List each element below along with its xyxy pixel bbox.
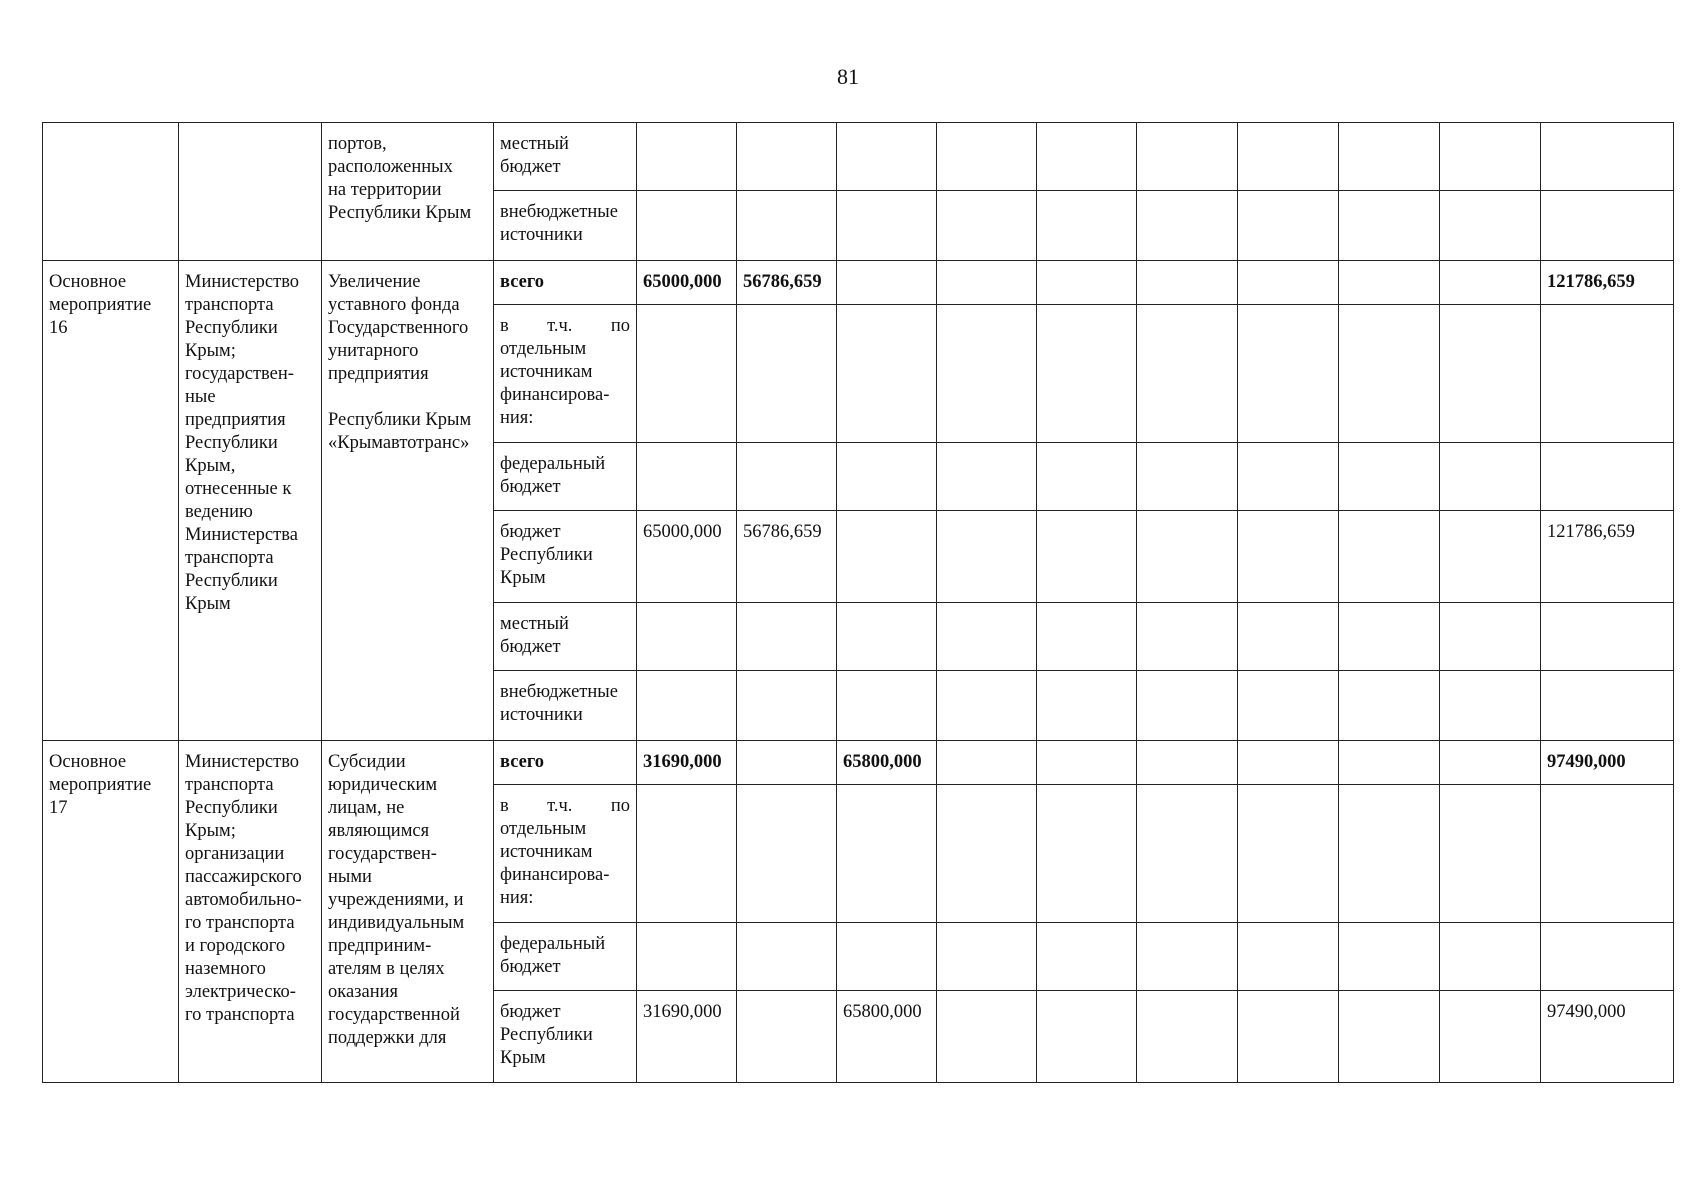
- value-cell: [1037, 261, 1137, 305]
- table-row: [43, 123, 1674, 191]
- value-cell: [1238, 741, 1339, 785]
- source-cell: местный бюджет: [494, 603, 637, 671]
- value-cell: [1238, 305, 1339, 443]
- value-cell: [1339, 991, 1440, 1083]
- value-cell: 65800,000: [837, 741, 937, 785]
- value-cell: [1238, 511, 1339, 603]
- executor-line: Крым: [185, 594, 231, 614]
- value-cell: [637, 191, 737, 261]
- value-cell: [1541, 443, 1674, 511]
- source-cell: всего: [494, 741, 637, 785]
- value-cell: 31690,000: [637, 741, 737, 785]
- executor-line: транспорта: [185, 295, 274, 315]
- executor-line: Министерства: [185, 525, 298, 545]
- source-cell: в т.ч. по отдельным источникам финансирова-ния:: [494, 785, 637, 923]
- source-cell: внебюджетные источники: [494, 191, 637, 261]
- value-cell: [737, 123, 837, 191]
- measure-line: учреждениями, и: [328, 890, 464, 910]
- value-cell: [737, 785, 837, 923]
- value-cell: [1541, 671, 1674, 741]
- value-cell: [1440, 785, 1541, 923]
- value-cell: [1238, 671, 1339, 741]
- executor-line: го транспорта: [185, 1005, 295, 1025]
- executor-line: Министерство: [185, 752, 300, 772]
- value-cell: [1137, 261, 1238, 305]
- event-name-cell: [43, 123, 179, 261]
- measure-line: Субсидии: [328, 752, 406, 772]
- value-cell: [637, 923, 737, 991]
- measure-line: унитарного: [328, 341, 419, 361]
- value-cell: [1137, 443, 1238, 511]
- value-cell: [1238, 785, 1339, 923]
- value-cell: [1339, 741, 1440, 785]
- value-cell: [1339, 671, 1440, 741]
- value-cell: [737, 603, 837, 671]
- executor-line: наземного: [185, 959, 266, 979]
- value-cell: 65800,000: [837, 991, 937, 1083]
- value-cell: [937, 991, 1037, 1083]
- value-cell: [1339, 511, 1440, 603]
- value-cell: [1339, 785, 1440, 923]
- measure-line: предприним-: [328, 936, 432, 956]
- executor-line: Крым,: [185, 456, 236, 476]
- value-cell: [937, 191, 1037, 261]
- value-cell: 97490,000: [1541, 741, 1674, 785]
- source-cell: федеральный бюджет: [494, 443, 637, 511]
- measure-cell: [322, 261, 494, 741]
- value-cell: [1440, 443, 1541, 511]
- value-cell: [1339, 123, 1440, 191]
- executor-cell: [179, 123, 322, 261]
- value-cell: [1238, 991, 1339, 1083]
- value-cell: [1541, 603, 1674, 671]
- value-cell: [1037, 923, 1137, 991]
- value-cell: [1541, 191, 1674, 261]
- value-cell: [1238, 261, 1339, 305]
- source-cell: внебюджетные источники: [494, 671, 637, 741]
- value-cell: [1238, 191, 1339, 261]
- value-cell: [837, 785, 937, 923]
- value-cell: [737, 671, 837, 741]
- executor-line: го транспорта: [185, 913, 295, 933]
- executor-line: ные: [185, 387, 216, 407]
- value-cell: [937, 603, 1037, 671]
- executor-cell: [179, 261, 322, 741]
- value-cell: [937, 305, 1037, 443]
- value-cell: [937, 671, 1037, 741]
- value-cell: [1037, 785, 1137, 923]
- value-cell: [1238, 923, 1339, 991]
- executor-line: Крым;: [185, 821, 236, 841]
- value-cell: [737, 305, 837, 443]
- value-cell: [1037, 671, 1137, 741]
- value-cell: [737, 991, 837, 1083]
- measure-line: расположенных: [328, 157, 453, 177]
- executor-line: транспорта: [185, 548, 274, 568]
- value-cell: [1440, 261, 1541, 305]
- value-cell: [837, 923, 937, 991]
- measure-line: Государственного: [328, 318, 469, 338]
- value-cell: [1541, 305, 1674, 443]
- value-cell: [1440, 991, 1541, 1083]
- executor-line: предприятия: [185, 410, 286, 430]
- value-cell: [1440, 511, 1541, 603]
- measure-line: уставного фонда: [328, 295, 460, 315]
- value-cell: [837, 443, 937, 511]
- measure-line: индивидуальным: [328, 913, 465, 933]
- executor-cell: [179, 741, 322, 1083]
- measure-line: являющимся: [328, 821, 430, 841]
- value-cell: [637, 123, 737, 191]
- value-cell: [1541, 123, 1674, 191]
- value-cell: [1037, 305, 1137, 443]
- executor-line: государствен-: [185, 364, 294, 384]
- value-cell: [1137, 603, 1238, 671]
- value-cell: [937, 511, 1037, 603]
- value-cell: [937, 123, 1037, 191]
- value-cell: [1137, 991, 1238, 1083]
- executor-line: транспорта: [185, 775, 274, 795]
- value-cell: [737, 191, 837, 261]
- value-cell: [837, 305, 937, 443]
- value-cell: [1440, 741, 1541, 785]
- measure-line: государствен-: [328, 844, 437, 864]
- measure-line: Республики Крым: [328, 410, 472, 430]
- executor-line: Министерство: [185, 272, 300, 292]
- event-name-cell: Основное мероприятие 16: [43, 261, 179, 741]
- value-cell: [1440, 671, 1541, 741]
- value-cell: [837, 261, 937, 305]
- measure-line: ными: [328, 867, 372, 887]
- value-cell: [1137, 741, 1238, 785]
- value-cell: [1339, 923, 1440, 991]
- executor-line: автомобильно-: [185, 890, 302, 910]
- value-cell: [837, 511, 937, 603]
- value-cell: [1137, 785, 1238, 923]
- value-cell: [1339, 261, 1440, 305]
- value-cell: [637, 443, 737, 511]
- value-cell: [1037, 443, 1137, 511]
- value-cell: [1037, 741, 1137, 785]
- value-cell: [1440, 603, 1541, 671]
- value-cell: [1339, 191, 1440, 261]
- value-cell: 65000,000: [637, 511, 737, 603]
- value-cell: [737, 923, 837, 991]
- value-cell: [937, 261, 1037, 305]
- measure-line: портов,: [328, 134, 387, 154]
- source-cell: местный бюджет: [494, 123, 637, 191]
- executor-line: Республики: [185, 318, 278, 338]
- value-cell: 121786,659: [1541, 261, 1674, 305]
- value-cell: [1137, 511, 1238, 603]
- measure-line: на территории: [328, 180, 442, 200]
- measure-line: ателям в целях: [328, 959, 445, 979]
- measure-cell: [322, 741, 494, 1083]
- measure-line: оказания: [328, 982, 398, 1002]
- value-cell: [1037, 123, 1137, 191]
- executor-line: отнесенные к: [185, 479, 292, 499]
- executor-line: Республики: [185, 571, 278, 591]
- value-cell: [1440, 123, 1541, 191]
- executor-line: и городского: [185, 936, 286, 956]
- table-row: [43, 261, 1674, 305]
- value-cell: [837, 123, 937, 191]
- value-cell: [1037, 991, 1137, 1083]
- value-cell: 56786,659: [737, 511, 837, 603]
- value-cell: [1541, 785, 1674, 923]
- measure-line: Республики Крым: [328, 203, 472, 223]
- value-cell: [937, 443, 1037, 511]
- measure-line: «Крымавтотранс»: [328, 433, 470, 453]
- value-cell: [937, 785, 1037, 923]
- measure-line: Увеличение: [328, 272, 421, 292]
- value-cell: [837, 671, 937, 741]
- value-cell: 65000,000: [637, 261, 737, 305]
- executor-line: пассажирского: [185, 867, 302, 887]
- value-cell: [1339, 305, 1440, 443]
- value-cell: [637, 305, 737, 443]
- value-cell: [1238, 123, 1339, 191]
- value-cell: [637, 603, 737, 671]
- measure-line: лицам, не: [328, 798, 405, 818]
- measure-cell: [322, 123, 494, 261]
- source-cell: бюджет Республики Крым: [494, 991, 637, 1083]
- value-cell: [1339, 603, 1440, 671]
- value-cell: [1339, 443, 1440, 511]
- page-number: 81: [837, 64, 859, 89]
- event-name-cell: Основное мероприятие 17: [43, 741, 179, 1083]
- executor-line: ведению: [185, 502, 253, 522]
- value-cell: [1440, 305, 1541, 443]
- value-cell: [1137, 191, 1238, 261]
- value-cell: [1037, 603, 1137, 671]
- budget-table: [42, 122, 1674, 1083]
- measure-line: поддержки для: [328, 1028, 447, 1048]
- executor-line: Республики: [185, 433, 278, 453]
- source-cell: бюджет Республики Крым: [494, 511, 637, 603]
- executor-line: Республики: [185, 798, 278, 818]
- value-cell: 97490,000: [1541, 991, 1674, 1083]
- value-cell: [737, 443, 837, 511]
- measure-line: юридическим: [328, 775, 438, 795]
- value-cell: [937, 741, 1037, 785]
- value-cell: [1137, 923, 1238, 991]
- executor-line: Крым;: [185, 341, 236, 361]
- value-cell: [1238, 603, 1339, 671]
- source-cell: в т.ч. по отдельным источникам финансирова-ния:: [494, 305, 637, 443]
- value-cell: [737, 741, 837, 785]
- value-cell: 56786,659: [737, 261, 837, 305]
- value-cell: 31690,000: [637, 991, 737, 1083]
- measure-line: [328, 386, 487, 409]
- value-cell: [637, 785, 737, 923]
- executor-line: организации: [185, 844, 285, 864]
- table-row: [43, 741, 1674, 785]
- value-cell: [837, 603, 937, 671]
- value-cell: [637, 671, 737, 741]
- value-cell: [837, 191, 937, 261]
- value-cell: [937, 923, 1037, 991]
- value-cell: [1238, 443, 1339, 511]
- source-cell: всего: [494, 261, 637, 305]
- value-cell: [1037, 191, 1137, 261]
- measure-line: государственной: [328, 1005, 460, 1025]
- value-cell: [1137, 305, 1238, 443]
- value-cell: 121786,659: [1541, 511, 1674, 603]
- measure-line: предприятия: [328, 364, 429, 384]
- value-cell: [1037, 511, 1137, 603]
- executor-line: электрическо-: [185, 982, 296, 1002]
- source-cell: федеральный бюджет: [494, 923, 637, 991]
- value-cell: [1440, 923, 1541, 991]
- value-cell: [1440, 191, 1541, 261]
- value-cell: [1137, 123, 1238, 191]
- value-cell: [1137, 671, 1238, 741]
- value-cell: [1541, 923, 1674, 991]
